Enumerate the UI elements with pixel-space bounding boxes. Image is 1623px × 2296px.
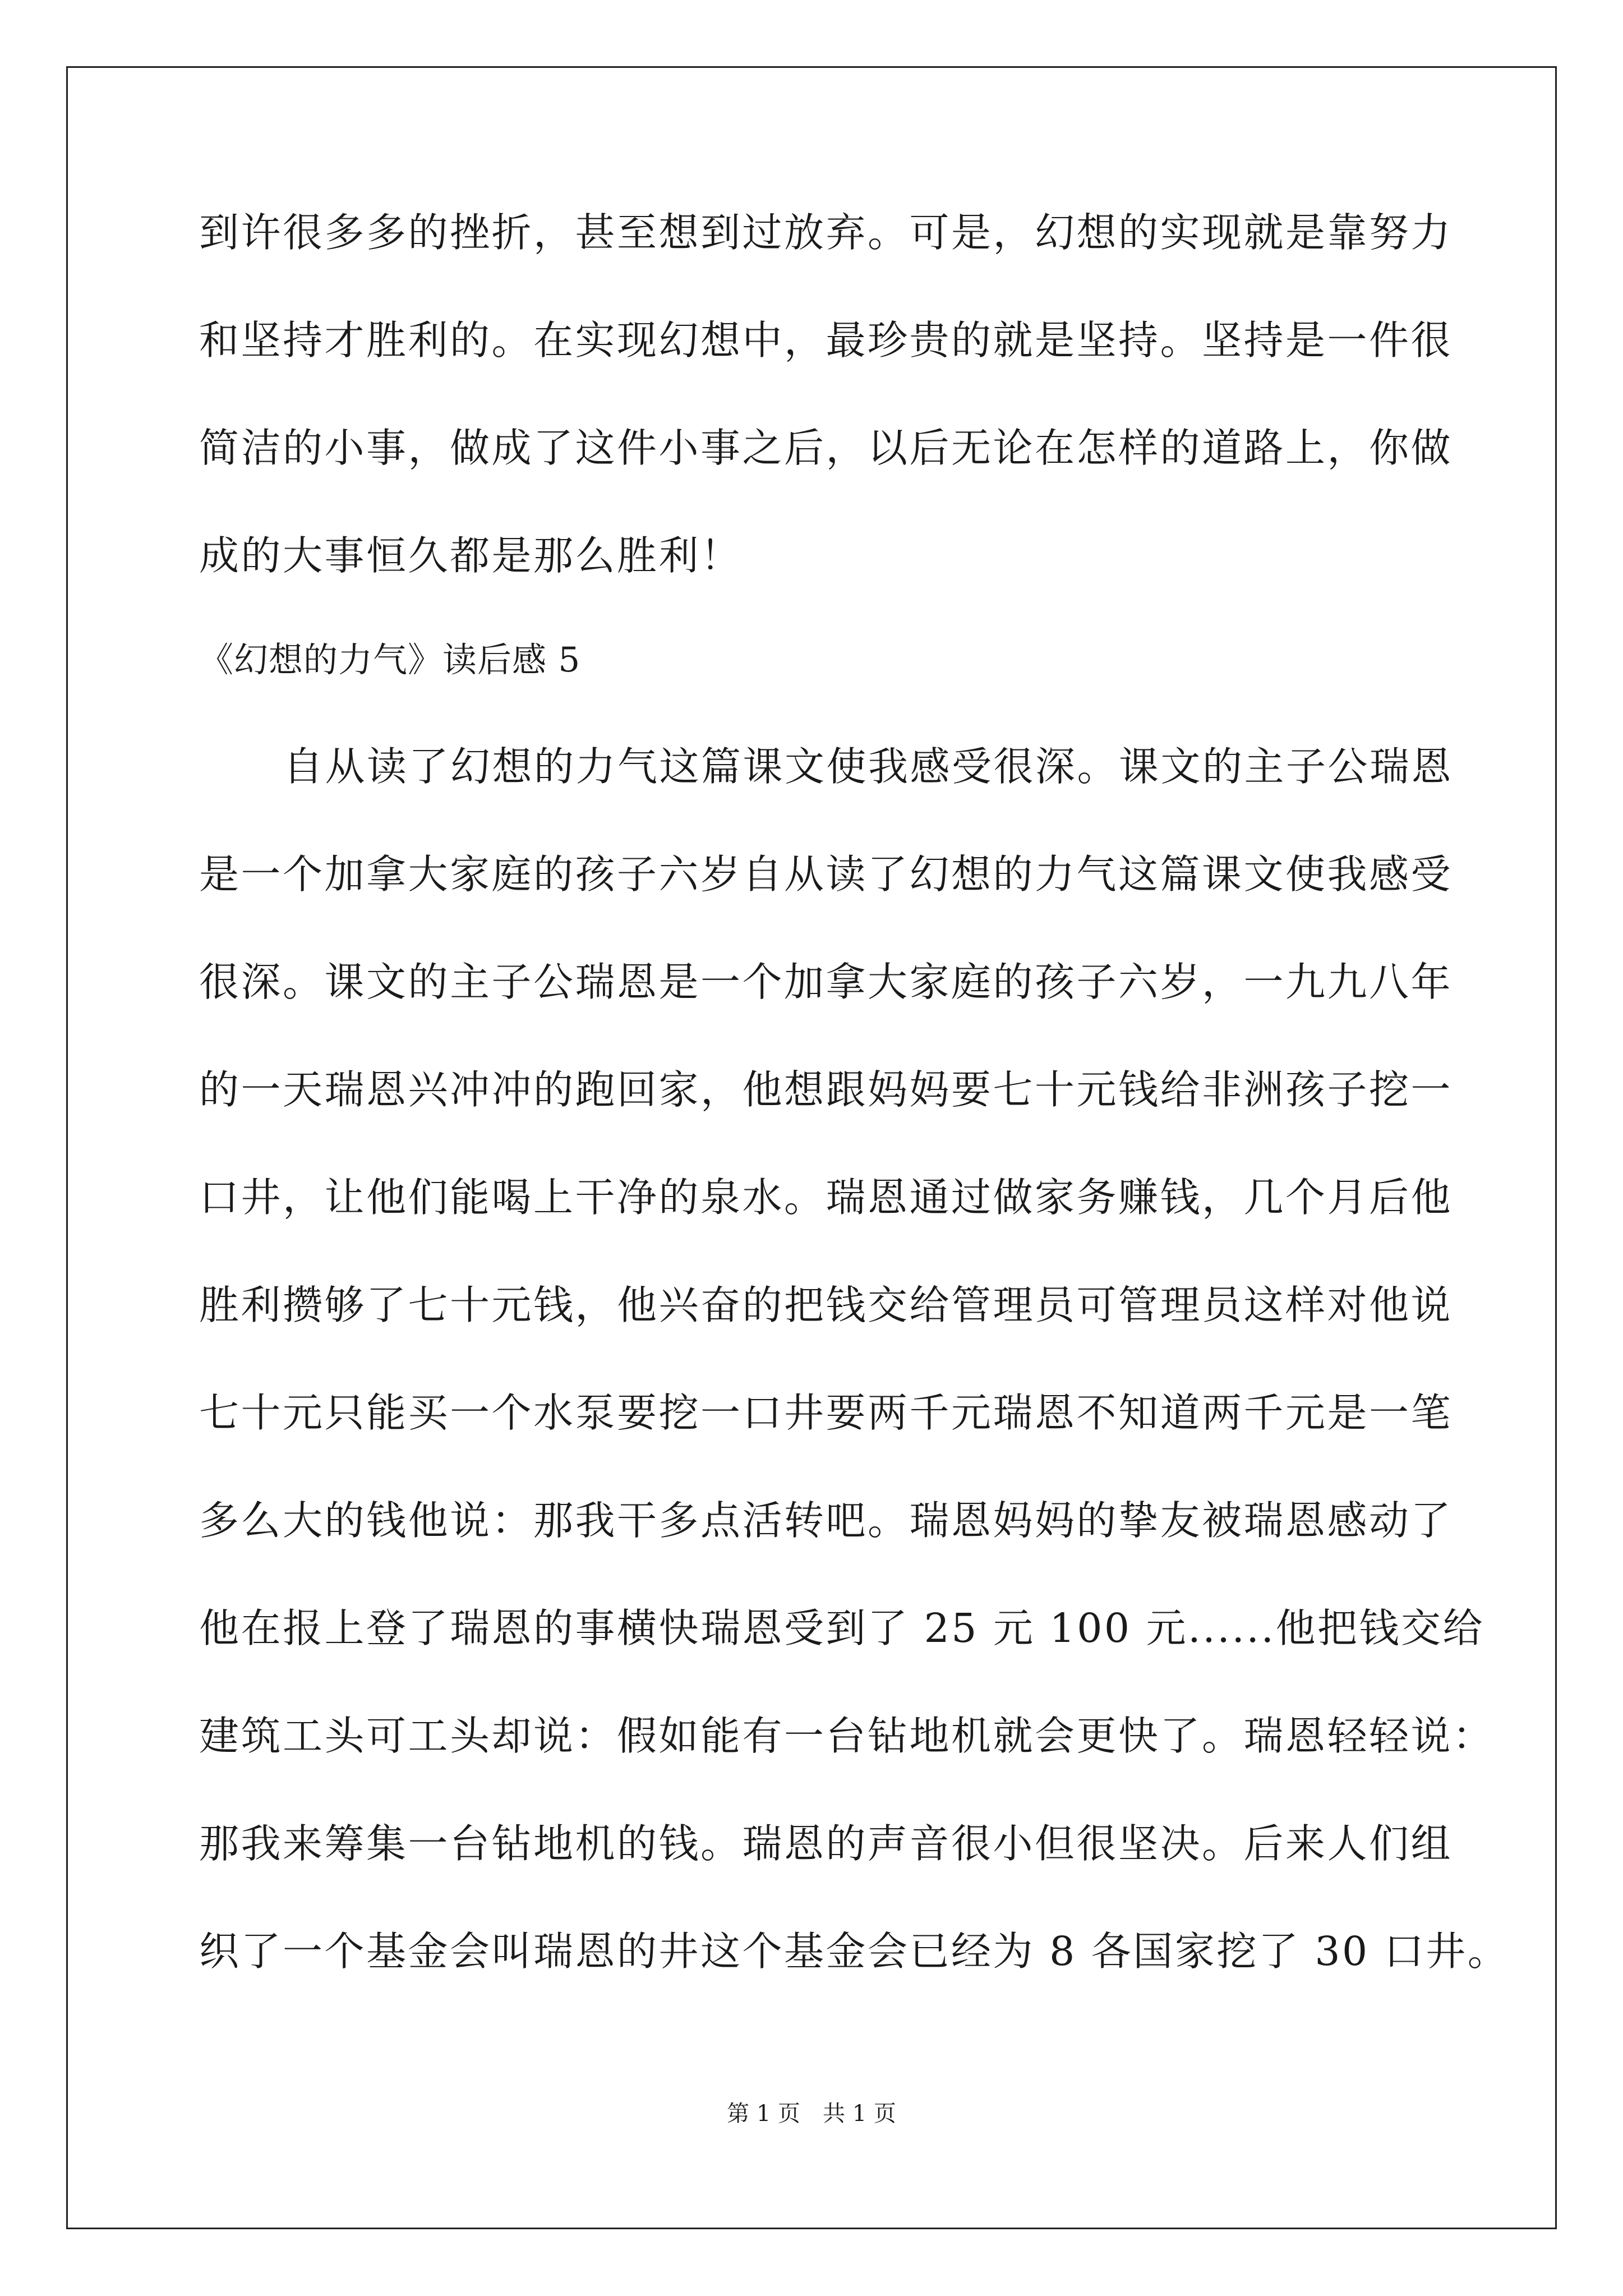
paragraph-line: 口井，让他们能喝上干净的泉水。瑞恩通过做家务赚钱，几个月后他 bbox=[199, 1174, 1453, 1221]
paragraph-line: 到许很多多的挫折，甚至想到过放弃。可是，幻想的实现就是靠努力 bbox=[199, 209, 1453, 256]
page-border bbox=[66, 66, 1557, 2229]
paragraph-line: 胜利攒够了七十元钱，他兴奋的把钱交给管理员可管理员这样对他说 bbox=[199, 1282, 1453, 1328]
paragraph-line: 建筑工头可工头却说：假如能有一台钻地机就会更快了。瑞恩轻轻说： bbox=[199, 1713, 1495, 1759]
paragraph-line: 自从读了幻想的力气这篇课文使我感受很深。课文的主子公瑞恩 bbox=[283, 743, 1454, 790]
paragraph-line: 多么大的钱他说：那我干多点活转吧。瑞恩妈妈的挚友被瑞恩感动了 bbox=[199, 1497, 1453, 1544]
paragraph-line: 是一个加拿大家庭的孩子六岁自从读了幻想的力气这篇课文使我感受 bbox=[199, 851, 1453, 898]
paragraph-line: 织了一个基金会叫瑞恩的井这个基金会已经为 8 各国家挖了 30 口井。 bbox=[199, 1928, 1510, 1975]
paragraph-line: 的一天瑞恩兴冲冲的跑回家，他想跟妈妈要七十元钱给非洲孩子挖一 bbox=[199, 1066, 1453, 1113]
paragraph-line: 和坚持才胜利的。在实现幻想中，最珍贵的就是坚持。坚持是一件很 bbox=[199, 317, 1453, 364]
section-title: 《幻想的力气》读后感 5 bbox=[199, 640, 581, 680]
paragraph-line: 简洁的小事，做成了这件小事之后，以后无论在怎样的道路上，你做 bbox=[199, 425, 1453, 471]
paragraph-line: 七十元只能买一个水泵要挖一口井要两千元瑞恩不知道两千元是一笔 bbox=[199, 1389, 1453, 1436]
paragraph-line: 那我来筹集一台钻地机的钱。瑞恩的声音很小但很坚决。后来人们组 bbox=[199, 1820, 1453, 1867]
paragraph-line: 成的大事恒久都是那么胜利！ bbox=[199, 532, 743, 579]
paragraph-line: 他在报上登了瑞恩的事横快瑞恩受到了 25 元 100 元......他把钱交给 bbox=[199, 1605, 1485, 1651]
paragraph-line: 很深。课文的主子公瑞恩是一个加拿大家庭的孩子六岁，一九九八年 bbox=[199, 959, 1453, 1005]
page-footer: 第 1 页 共 1 页 bbox=[727, 2101, 896, 2127]
